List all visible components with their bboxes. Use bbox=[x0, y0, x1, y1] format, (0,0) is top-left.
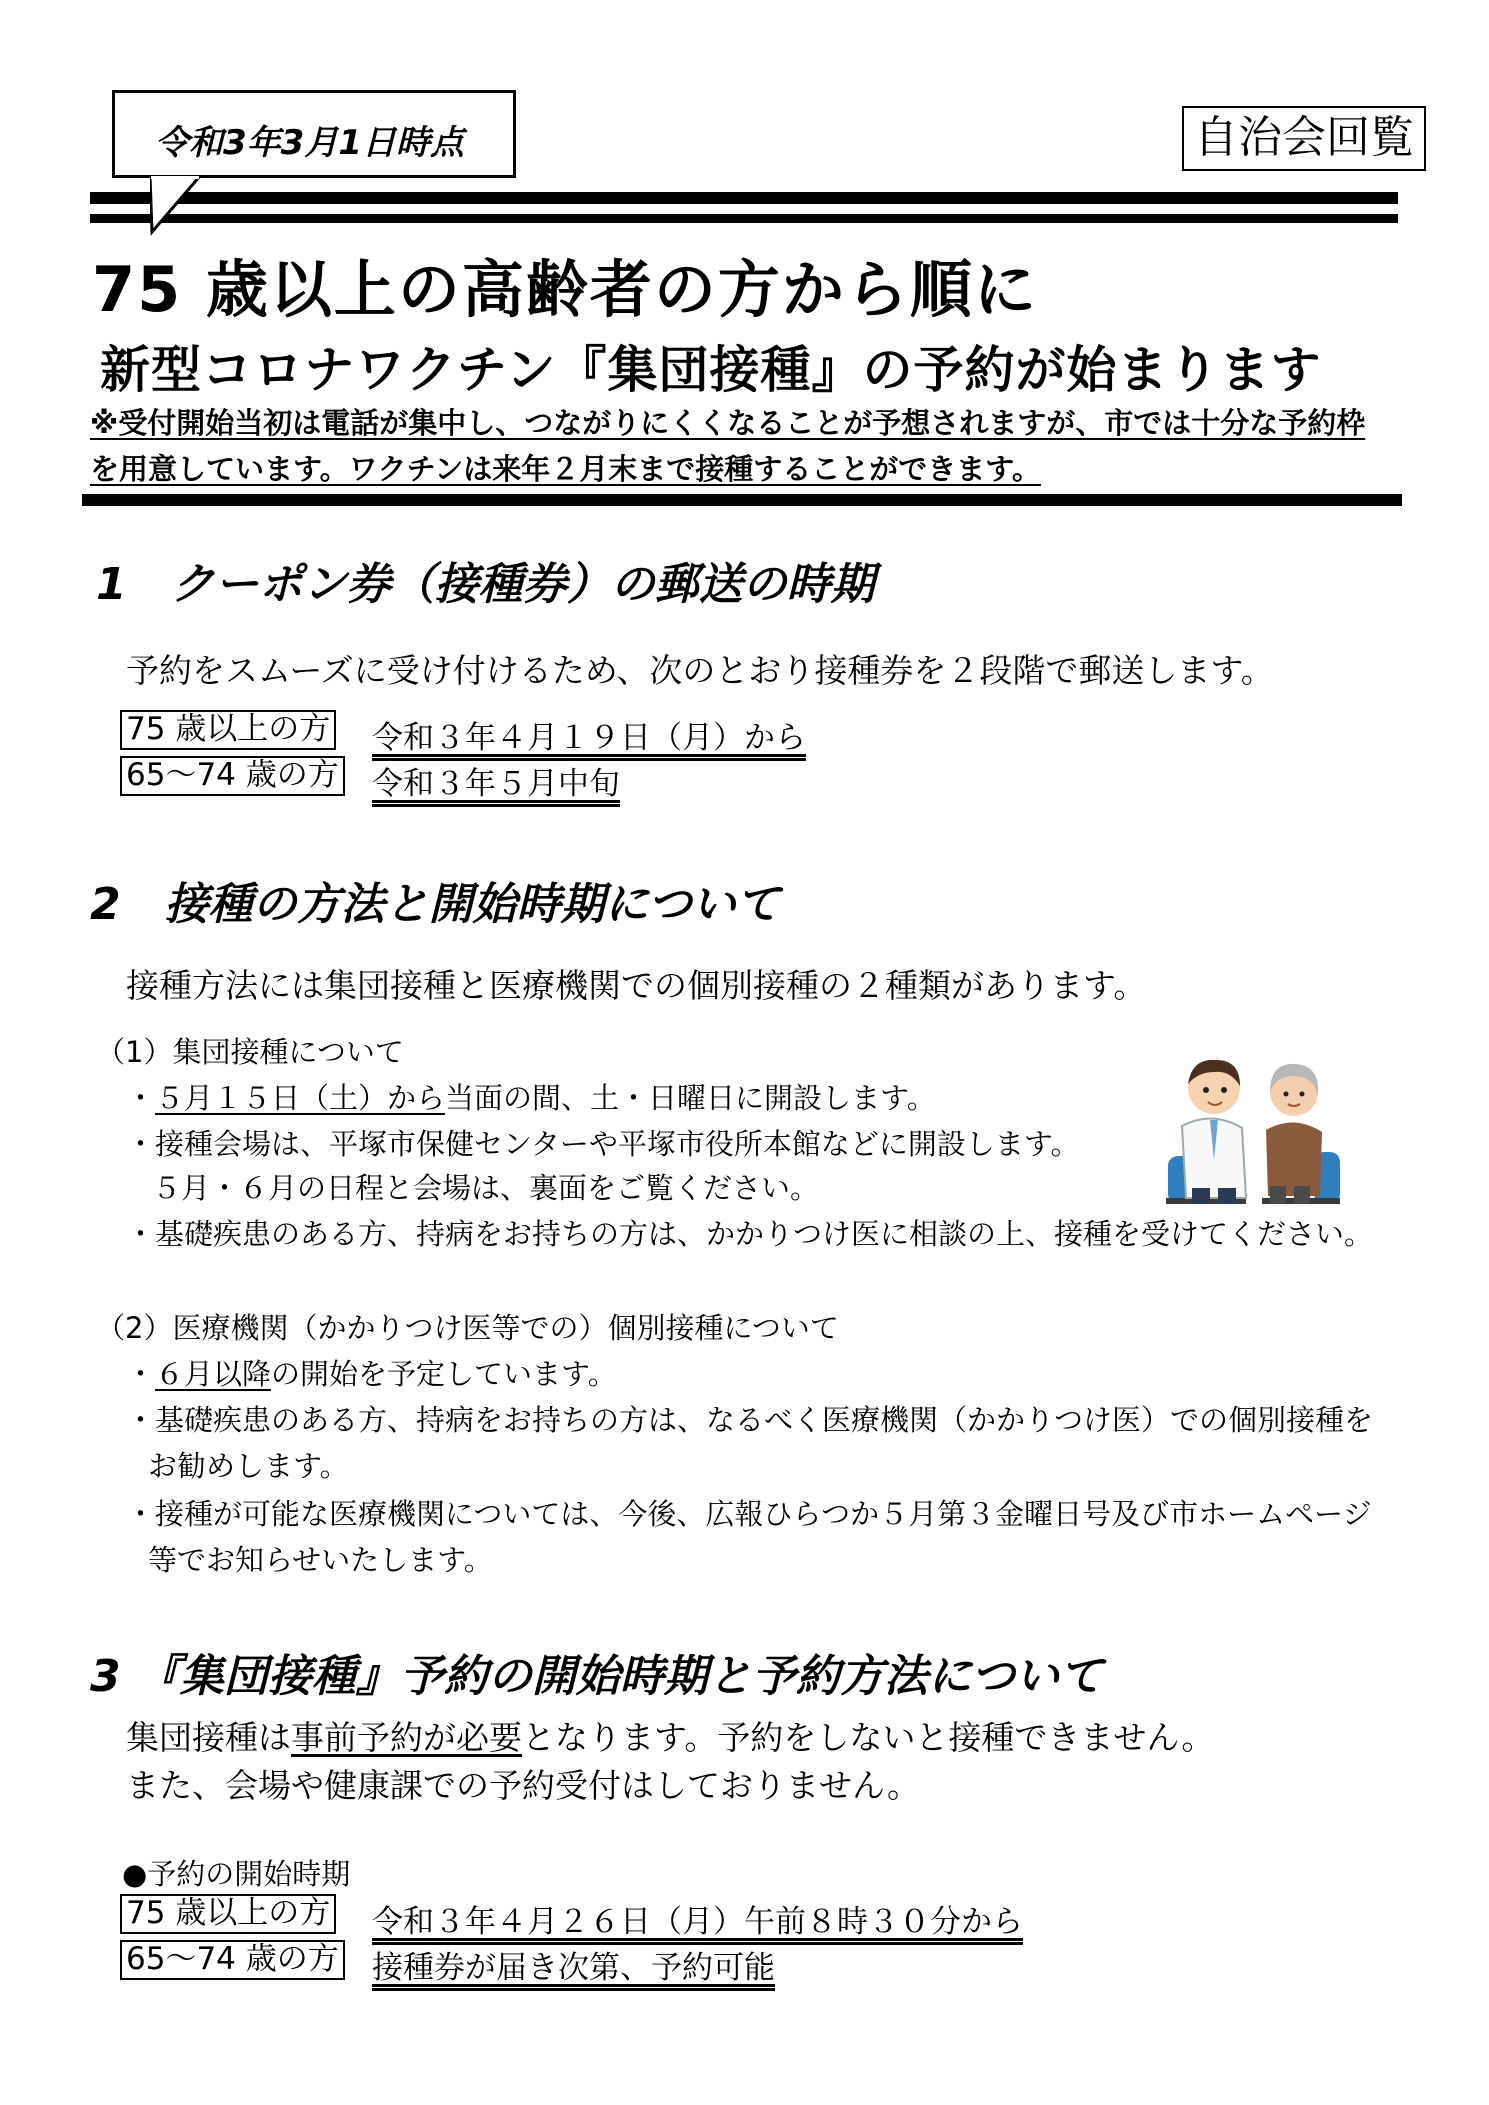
section-3-paragraph-2: また、会場や健康課での予約受付はしておりません。 bbox=[126, 1766, 920, 1805]
section-3-paragraph-1 bbox=[126, 1712, 1214, 1759]
bullet-mark: ・ bbox=[126, 1127, 156, 1161]
preexisting-condition-text: 基礎疾患のある方、持病をお持ちの方は、かかりつけ医に相談の上、接種を受けてください。 bbox=[155, 1217, 1374, 1251]
sub-2-bullet-2 bbox=[126, 1398, 1373, 1439]
page-subtitle: 新型コロナワクチン『集団接種』の予約が始まります bbox=[100, 341, 1322, 399]
date-callout bbox=[112, 90, 516, 178]
age-label-75plus: 75 歳以上の方 bbox=[120, 710, 336, 750]
sub-2-bullet-1 bbox=[126, 1352, 617, 1393]
recommendation-text-continued: お勧めします。 bbox=[148, 1449, 349, 1483]
sub-1-bullet-1 bbox=[126, 1076, 936, 1117]
bullet-mark: ・ bbox=[126, 1357, 156, 1391]
doctor-consulting-elderly-patient-illustration bbox=[1162, 1048, 1344, 1210]
section-2-intro: 接種方法には集団接種と医療機関での個別接種の２種類があります。 bbox=[126, 966, 1147, 1005]
bullet-mark: ・ bbox=[126, 1081, 156, 1115]
header-rule-bottom bbox=[82, 494, 1402, 506]
individual-schedule-text: の開始を予定しています。 bbox=[271, 1357, 617, 1391]
bullet-mark: ・ bbox=[126, 1403, 156, 1437]
notice-line-1: ※受付開始当初は電話が集中し、つながりにくくなることが予想されますが、市では十分な予約枠 bbox=[90, 406, 1366, 440]
reservation-age-65-74: 65～74 歳の方 bbox=[120, 1940, 345, 1980]
recommendation-text: 基礎疾患のある方、持病をお持ちの方は、なるべく医療機関（かかりつけ医）での個別接種を bbox=[155, 1403, 1374, 1437]
header-rule-second bbox=[90, 214, 1398, 223]
section-1-heading: 1 クーポン券（接種券）の郵送の時期 bbox=[96, 559, 875, 610]
pre-text: 集団接種は bbox=[126, 1718, 291, 1757]
reservation-age-75plus: 75 歳以上の方 bbox=[120, 1894, 336, 1934]
mailing-date-75plus: 令和３年４月１９日（月）から bbox=[372, 720, 806, 756]
sub-1-heading: （1）集団接種について bbox=[96, 1035, 404, 1069]
notice-text bbox=[90, 400, 1410, 492]
notice-line-2: を用意しています。ワクチンは来年２月末まで接種することができます。 bbox=[90, 452, 1041, 486]
venue-text: 接種会場は、平塚市保健センターや平塚市役所本館などに開設します。 bbox=[155, 1127, 1080, 1161]
section-3-heading: 3 『集団接種』予約の開始時期と予約方法について bbox=[90, 1651, 1104, 1702]
sub-1-bullet-2 bbox=[126, 1122, 1080, 1163]
bullet-mark: ・ bbox=[126, 1217, 156, 1251]
clinic-info-text: 接種が可能な医療機関については、今後、広報ひらつか５月第３金曜日号及び市ホームページ bbox=[155, 1497, 1372, 1531]
reservation-start-65-74: 接種券が届き次第、予約可能 bbox=[372, 1950, 775, 1986]
group-start-date: ５月１５日（土）から bbox=[155, 1081, 446, 1115]
sub-1-bullet-3 bbox=[126, 1212, 1373, 1253]
post-text: となります。予約をしないと接種できません。 bbox=[522, 1718, 1215, 1757]
sub-2-bullet-3 bbox=[126, 1492, 1372, 1533]
individual-start-date: ６月以降 bbox=[155, 1357, 272, 1391]
section-2-heading: 2 接種の方法と開始時期について bbox=[90, 879, 780, 930]
section-1-intro: 予約をスムーズに受け付けるため、次のとおり接種券を２段階で郵送します。 bbox=[126, 651, 1274, 690]
circular-tag: 自治会回覧 bbox=[1182, 106, 1426, 171]
header-rule-top bbox=[90, 192, 1398, 204]
advance-reservation-required: 事前予約が必要 bbox=[291, 1718, 522, 1757]
date-note: 令和3年3月1日時点 bbox=[155, 123, 464, 163]
reservation-schedule-heading: ●予約の開始時期 bbox=[122, 1857, 351, 1891]
clinic-info-text-continued: 等でお知らせいたします。 bbox=[148, 1543, 493, 1577]
page-title: 75 歳以上の高齢者の方から順に bbox=[92, 253, 1038, 326]
group-schedule-text: 当面の間、土・日曜日に開設します。 bbox=[445, 1081, 936, 1115]
reservation-start-75plus: 令和３年４月２６日（月）午前８時３０分から bbox=[372, 1904, 1023, 1940]
mailing-date-65-74: 令和３年５月中旬 bbox=[372, 766, 620, 802]
callout-tail-icon bbox=[150, 176, 210, 236]
sub-2-heading: （2）医療機関（かかりつけ医等での）個別接種について bbox=[96, 1311, 839, 1345]
bullet-mark: ・ bbox=[126, 1497, 156, 1531]
age-label-65-74: 65～74 歳の方 bbox=[120, 756, 345, 796]
venue-reference-text: ５月・６月の日程と会場は、裏面をご覧ください。 bbox=[152, 1171, 820, 1205]
